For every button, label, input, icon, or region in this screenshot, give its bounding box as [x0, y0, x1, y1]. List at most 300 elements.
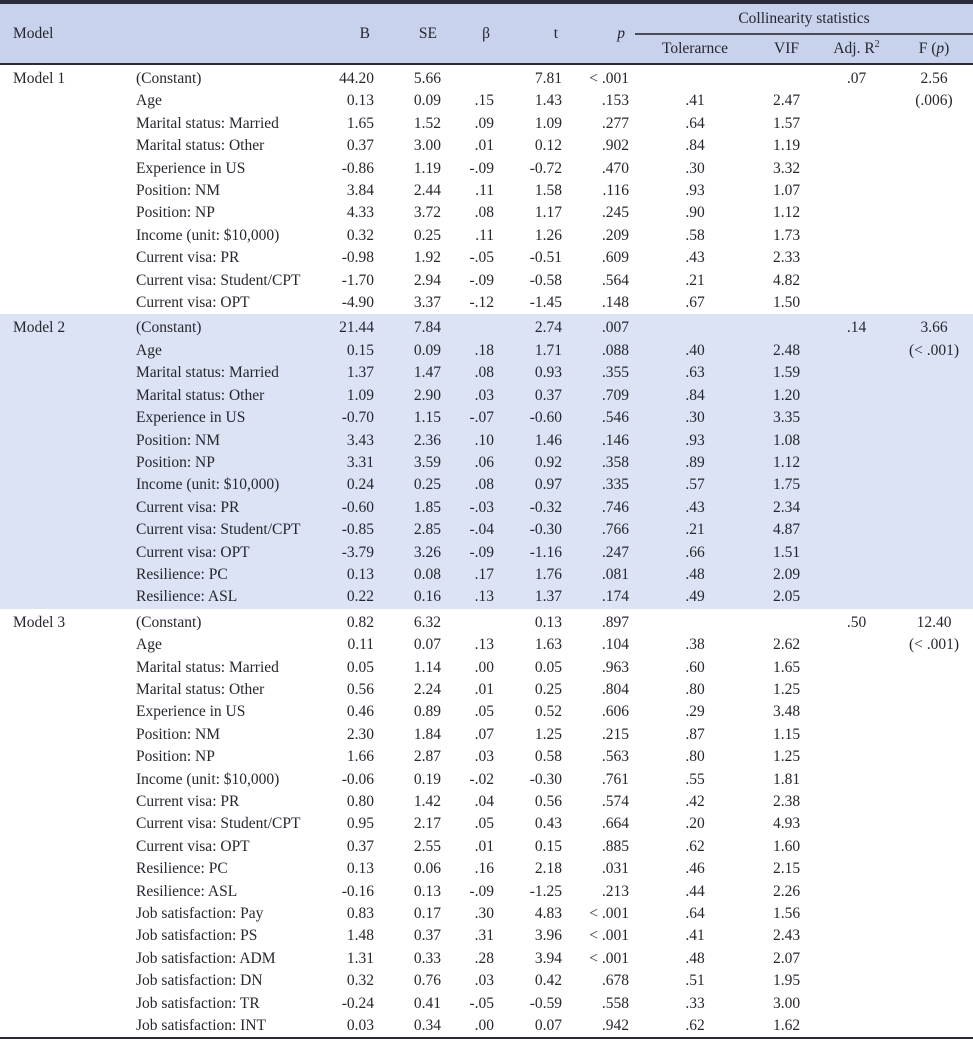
cell-variable: Job satisfaction: PS [136, 927, 258, 945]
table-header [0, 2, 973, 64]
table-row [0, 724, 973, 746]
cell-variable: Job satisfaction: DN [136, 972, 263, 990]
cell-adj-r2 [818, 679, 895, 701]
cell-t: 0.92 [534, 453, 562, 471]
cell-f [895, 948, 973, 970]
cell-p: .564 [601, 271, 629, 289]
cell-b: 2.30 [346, 725, 374, 743]
cell-adj-r2: .07 [846, 70, 867, 87]
cell-f: 3.66 [920, 319, 948, 337]
cell-vif: 3.32 [772, 159, 801, 177]
cell-b: 0.37 [346, 137, 374, 155]
table-row [0, 542, 973, 564]
cell-model-label [0, 634, 128, 656]
cell-b: 0.56 [346, 680, 374, 698]
cell-t: 3.96 [534, 927, 562, 945]
cell-se: 1.52 [413, 114, 441, 132]
cell-p: .081 [601, 565, 629, 583]
cell-variable: Resilience: PC [136, 860, 228, 878]
cell-variable: Current visa: OPT [136, 837, 250, 855]
cell-t: 7.81 [534, 70, 562, 87]
cell-vif: 1.50 [772, 294, 801, 312]
cell-se: 3.37 [413, 294, 441, 312]
cell-f [895, 813, 973, 835]
table-row [0, 180, 973, 202]
cell-model-label [0, 903, 128, 925]
cell-b: 0.32 [346, 972, 374, 990]
cell-adj-r2 [818, 180, 895, 202]
cell-model-label [0, 586, 128, 608]
header-collinearity-statistics: Collinearity statistics [635, 2, 973, 34]
cell-model-label [0, 724, 128, 746]
cell-variable: Current visa: OPT [136, 294, 250, 312]
cell-model-label [0, 292, 128, 314]
cell-vif: 4.87 [772, 521, 801, 539]
cell-b: 1.09 [346, 386, 374, 404]
cell-b: 0.82 [346, 613, 374, 631]
cell-p: .546 [601, 409, 629, 427]
cell-p: < .001 [589, 949, 629, 967]
cell-beta: .05 [474, 815, 494, 833]
cell-model-label: Model 3 [13, 613, 66, 631]
cell-tolerance: .43 [685, 249, 705, 267]
cell-p: .358 [601, 453, 629, 471]
cell-f: 12.40 [916, 613, 952, 631]
cell-f [895, 452, 973, 474]
cell-p: .746 [601, 498, 629, 516]
cell-beta: .03 [474, 386, 494, 404]
cell-model-label [0, 225, 128, 247]
table-row [0, 452, 973, 474]
cell-vif: 1.08 [772, 431, 801, 449]
cell-beta: .05 [474, 703, 494, 721]
cell-b: 3.31 [346, 453, 374, 471]
cell-p: .470 [601, 159, 629, 177]
cell-p: .942 [601, 1017, 629, 1035]
cell-se: 2.44 [413, 182, 441, 200]
cell-model-label [0, 836, 128, 858]
cell-t: -0.60 [529, 409, 562, 427]
cell-se: 3.26 [413, 543, 441, 561]
cell-adj-r2: .14 [846, 319, 867, 337]
cell-se: 0.34 [413, 1017, 441, 1035]
cell-adj-r2 [818, 113, 895, 135]
cell-t: 0.56 [534, 793, 562, 810]
cell-f: (.006) [915, 92, 953, 110]
cell-variable: Income (unit: $10,000) [136, 770, 280, 788]
cell-tolerance: .30 [685, 409, 705, 427]
cell-tolerance [635, 64, 755, 90]
table-row [0, 836, 973, 858]
cell-f [895, 657, 973, 679]
cell-beta: .28 [474, 949, 494, 967]
table-row [0, 497, 973, 519]
table-row [0, 202, 973, 224]
cell-b: -0.06 [341, 770, 374, 788]
cell-f [895, 225, 973, 247]
cell-b: 3.84 [346, 182, 374, 200]
cell-b: 3.43 [346, 431, 374, 449]
cell-p: .606 [601, 703, 629, 721]
cell-se: 2.24 [413, 680, 441, 698]
cell-se: 1.14 [413, 658, 441, 676]
cell-beta: .01 [474, 680, 494, 698]
cell-model-label [0, 474, 128, 496]
cell-tolerance: .87 [685, 725, 705, 743]
cell-adj-r2 [818, 564, 895, 586]
cell-se: 0.07 [413, 636, 441, 654]
cell-p: .664 [601, 815, 629, 833]
cell-model-label [0, 385, 128, 407]
cell-model-label [0, 158, 128, 180]
cell-se: 0.13 [413, 882, 441, 900]
cell-adj-r2 [818, 519, 895, 541]
cell-vif [755, 64, 818, 90]
cell-se: 3.72 [413, 204, 441, 222]
cell-t: 0.05 [534, 658, 562, 676]
cell-se: 2.55 [413, 837, 441, 855]
cell-p: .153 [601, 92, 629, 110]
table-row [0, 657, 973, 679]
cell-adj-r2 [818, 430, 895, 452]
cell-b: -1.70 [341, 271, 374, 289]
table-row [0, 385, 973, 407]
cell-tolerance [635, 314, 755, 339]
cell-p: .709 [601, 386, 629, 404]
cell-se: 1.85 [413, 498, 441, 516]
cell-p: .902 [601, 137, 629, 155]
table-row [0, 746, 973, 768]
cell-se: 1.84 [413, 725, 441, 743]
cell-beta: .13 [474, 636, 494, 654]
cell-tolerance: .80 [685, 748, 705, 766]
cell-adj-r2 [818, 948, 895, 970]
cell-tolerance: .44 [685, 882, 705, 900]
cell-model-label [0, 270, 128, 292]
cell-tolerance: .93 [685, 431, 705, 449]
table-row [0, 970, 973, 992]
cell-f [895, 586, 973, 608]
header-p: p [617, 24, 625, 42]
cell-beta: .11 [475, 182, 494, 200]
cell-vif: 1.25 [772, 748, 801, 766]
cell-t: 0.58 [534, 748, 562, 766]
cell-model-label [0, 407, 128, 429]
cell-vif: 3.00 [772, 994, 801, 1012]
cell-variable: Marital status: Married [136, 364, 279, 382]
cell-adj-r2 [818, 247, 895, 269]
cell-p: .563 [601, 748, 629, 766]
cell-b: -0.60 [341, 498, 374, 516]
header-adj-r2 [818, 34, 895, 64]
cell-model-label [0, 881, 128, 903]
cell-b: -4.90 [341, 294, 374, 312]
cell-b: -0.70 [341, 409, 374, 427]
table-row [0, 881, 973, 903]
cell-f [895, 858, 973, 880]
cell-tolerance: .64 [685, 905, 705, 923]
f-label-close: ) [944, 40, 950, 57]
cell-adj-r2 [818, 270, 895, 292]
cell-tolerance: .48 [685, 565, 705, 583]
cell-adj-r2 [818, 970, 895, 992]
cell-t: 4.83 [534, 905, 562, 923]
cell-b: -0.85 [341, 521, 374, 539]
cell-p: .146 [601, 431, 629, 449]
cell-beta: .08 [474, 476, 494, 494]
cell-t: 0.15 [534, 837, 562, 855]
cell-beta: .01 [474, 137, 494, 155]
cell-se: 1.47 [413, 364, 441, 382]
cell-variable: Marital status: Other [136, 680, 265, 698]
cell-b: 0.32 [346, 226, 374, 244]
cell-model-label [0, 657, 128, 679]
cell-p: .215 [601, 725, 629, 743]
cell-tolerance: .49 [685, 588, 705, 606]
cell-f [895, 292, 973, 314]
cell-p: .031 [601, 860, 629, 878]
cell-t: 1.26 [534, 226, 562, 244]
cell-vif: 2.47 [772, 92, 801, 110]
cell-vif: 1.60 [772, 837, 801, 855]
header-b: B [359, 24, 370, 42]
cell-vif: 3.35 [772, 409, 801, 427]
cell-adj-r2 [818, 452, 895, 474]
cell-f [895, 362, 973, 384]
cell-variable: Job satisfaction: ADM [136, 949, 276, 967]
cell-beta: .30 [474, 905, 494, 923]
cell-p: .277 [601, 114, 629, 132]
cell-t: 0.93 [534, 364, 562, 382]
cell-vif: 1.95 [772, 972, 801, 990]
cell-vif: 1.65 [772, 658, 801, 676]
cell-se: 3.59 [413, 453, 441, 471]
cell-beta: .11 [475, 226, 494, 244]
cell-tolerance: .43 [685, 498, 705, 516]
cell-beta: -.04 [469, 521, 494, 539]
cell-se: 2.87 [413, 748, 441, 766]
cell-beta: .10 [474, 431, 494, 449]
cell-model-label [0, 769, 128, 791]
cell-variable: Experience in US [136, 159, 246, 177]
cell-adj-r2 [818, 385, 895, 407]
cell-model-label [0, 564, 128, 586]
cell-se: 1.92 [413, 249, 441, 267]
table-row [0, 925, 973, 947]
cell-b: 1.31 [346, 949, 374, 967]
cell-b: 0.24 [346, 476, 374, 494]
cell-model-label [0, 497, 128, 519]
cell-f: 2.56 [920, 70, 948, 87]
cell-f [895, 724, 973, 746]
cell-tolerance: .90 [685, 204, 705, 222]
cell-model-label [0, 542, 128, 564]
cell-tolerance: .29 [685, 703, 705, 721]
cell-f [895, 158, 973, 180]
cell-beta: .06 [474, 453, 494, 471]
cell-b: 4.33 [346, 204, 374, 222]
cell-t: 0.07 [534, 1017, 562, 1035]
cell-variable: Resilience: ASL [136, 882, 238, 900]
cell-tolerance: .89 [685, 453, 705, 471]
cell-f [895, 135, 973, 157]
cell-model-label [0, 113, 128, 135]
cell-b: 44.20 [339, 70, 374, 87]
cell-f [895, 497, 973, 519]
cell-variable: Age [136, 636, 162, 654]
cell-vif: 1.19 [772, 137, 801, 155]
cell-tolerance: .67 [685, 294, 705, 312]
cell-model-label [0, 135, 128, 157]
cell-model-label [0, 340, 128, 362]
cell-tolerance: .55 [685, 770, 705, 788]
cell-t: 1.25 [534, 725, 562, 743]
cell-f [895, 519, 973, 541]
cell-model-label: Model 2 [13, 319, 66, 337]
table-row [0, 948, 973, 970]
cell-tolerance: .62 [685, 1017, 705, 1035]
cell-beta [447, 609, 500, 634]
cell-vif: 1.59 [772, 364, 801, 382]
cell-vif: 1.07 [772, 182, 801, 200]
cell-variable: Resilience: ASL [136, 588, 238, 606]
cell-b: 0.80 [346, 793, 374, 810]
cell-vif: 3.48 [772, 703, 801, 721]
table-row [0, 362, 973, 384]
cell-tolerance: .30 [685, 159, 705, 177]
cell-se: 0.09 [413, 92, 441, 110]
cell-b: 21.44 [339, 319, 374, 337]
cell-p: .804 [601, 680, 629, 698]
header-row-top [0, 2, 973, 34]
cell-tolerance: .93 [685, 182, 705, 200]
cell-p: .104 [601, 636, 629, 654]
cell-tolerance: .51 [685, 972, 705, 990]
cell-vif [755, 314, 818, 339]
cell-adj-r2 [818, 90, 895, 112]
header-tolerance: Tolerarnce [661, 40, 729, 57]
cell-se: 2.90 [413, 386, 441, 404]
cell-se: 0.06 [413, 860, 441, 878]
cell-model-label [0, 519, 128, 541]
cell-adj-r2 [818, 993, 895, 1015]
cell-vif: 1.25 [772, 680, 801, 698]
header-model: Model [13, 24, 54, 42]
header-f-p [895, 34, 973, 64]
cell-variable: Age [136, 341, 162, 359]
cell-b: 0.13 [346, 860, 374, 878]
cell-tolerance: .66 [685, 543, 705, 561]
cell-adj-r2 [818, 791, 895, 813]
cell-b: -0.98 [341, 249, 374, 267]
cell-tolerance [635, 609, 755, 634]
cell-se: 0.09 [413, 341, 441, 359]
cell-p: .245 [601, 204, 629, 222]
cell-model-label [0, 202, 128, 224]
cell-se: 0.16 [413, 588, 441, 606]
cell-b: 0.03 [346, 1017, 374, 1035]
cell-p: .963 [601, 658, 629, 676]
cell-adj-r2 [818, 542, 895, 564]
header-vif: VIF [774, 40, 799, 57]
cell-variable: Marital status: Married [136, 114, 279, 132]
cell-f [895, 430, 973, 452]
cell-tolerance: .21 [685, 271, 705, 289]
cell-model-label [0, 247, 128, 269]
cell-se: 2.94 [413, 271, 441, 289]
cell-variable: Age [136, 92, 162, 110]
cell-adj-r2 [818, 135, 895, 157]
cell-tolerance: .57 [685, 476, 705, 494]
cell-adj-r2 [818, 836, 895, 858]
cell-f [895, 113, 973, 135]
cell-se: 0.33 [413, 949, 441, 967]
cell-adj-r2 [818, 701, 895, 723]
cell-model-label [0, 90, 128, 112]
table-row [0, 90, 973, 112]
cell-p: .558 [601, 994, 629, 1012]
cell-variable: Current visa: PR [136, 793, 240, 810]
cell-tolerance: .63 [685, 364, 705, 382]
cell-adj-r2 [818, 292, 895, 314]
cell-beta: -.02 [469, 770, 494, 788]
cell-variable: Experience in US [136, 703, 246, 721]
cell-beta: .08 [474, 364, 494, 382]
table-row [0, 586, 973, 608]
cell-t: -0.30 [529, 770, 562, 788]
cell-variable: Position: NM [136, 431, 220, 449]
cell-se: 1.42 [413, 793, 441, 810]
cell-p: .897 [601, 613, 629, 631]
table-row [0, 64, 973, 90]
cell-b: 0.95 [346, 815, 374, 833]
cell-variable: Position: NP [136, 453, 215, 471]
cell-variable: Experience in US [136, 409, 246, 427]
cell-p: .116 [602, 182, 629, 200]
table-row [0, 519, 973, 541]
cell-tolerance: .60 [685, 658, 705, 676]
cell-se: 0.08 [413, 565, 441, 583]
cell-variable: Marital status: Married [136, 658, 279, 676]
cell-se: 2.85 [413, 521, 441, 539]
cell-beta: .18 [474, 341, 494, 359]
cell-t: 1.76 [534, 565, 562, 583]
cell-p: .766 [601, 521, 629, 539]
cell-tolerance: .41 [685, 92, 705, 110]
cell-vif: 1.81 [772, 770, 801, 788]
table-row [0, 858, 973, 880]
cell-f [895, 791, 973, 813]
cell-tolerance: .84 [685, 386, 705, 404]
cell-vif: 1.12 [772, 453, 801, 471]
cell-t: -0.30 [529, 521, 562, 539]
cell-variable: Current visa: PR [136, 498, 240, 516]
cell-t: -1.25 [529, 882, 562, 900]
cell-b: 0.13 [346, 92, 374, 110]
cell-vif: 4.82 [772, 271, 801, 289]
cell-tolerance: .40 [685, 341, 705, 359]
cell-beta: -.12 [469, 294, 494, 312]
cell-t: 1.46 [534, 431, 562, 449]
f-label-p: p [936, 40, 945, 57]
cell-se: 0.89 [413, 703, 441, 721]
cell-f [895, 836, 973, 858]
cell-beta: .09 [474, 114, 494, 132]
cell-t: 0.52 [534, 703, 562, 721]
cell-p: .007 [601, 319, 629, 337]
cell-f [895, 270, 973, 292]
cell-t: 1.17 [534, 204, 562, 222]
